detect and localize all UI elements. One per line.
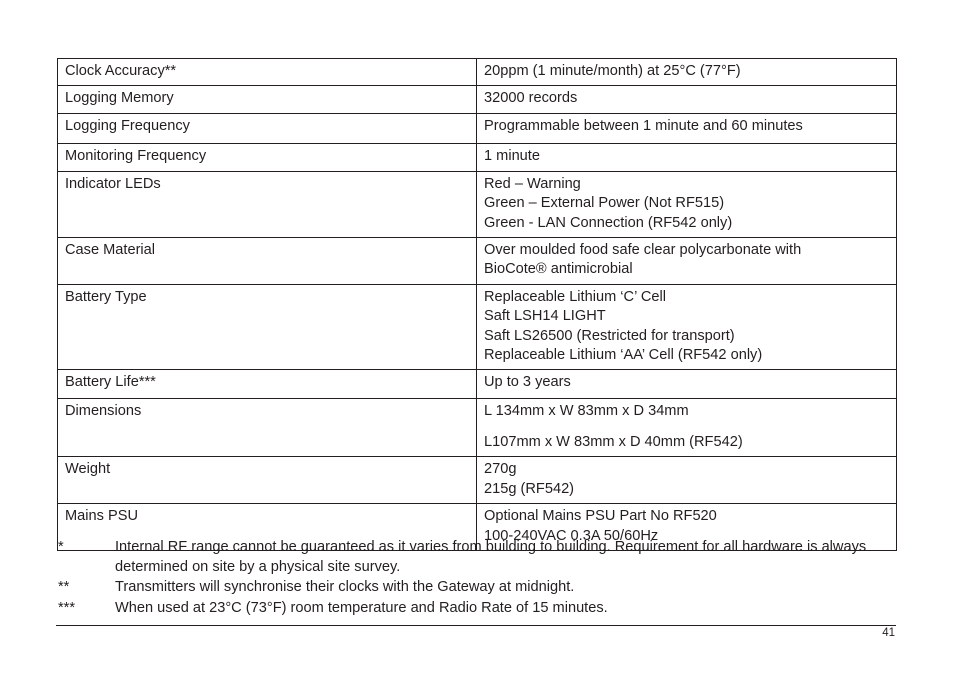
- spec-row: [58, 171, 897, 237]
- spec-value-line: 1 minute: [484, 147, 540, 164]
- spec-value: [477, 86, 897, 113]
- spec-row: [58, 86, 897, 113]
- spec-value-line: Optional Mains PSU Part No RF520: [484, 508, 717, 525]
- spec-value-line: L 134mm x W 83mm x D 34mm: [484, 403, 689, 420]
- spec-value-line: 100-240VAC 0.3A 50/60Hz: [484, 527, 659, 544]
- spec-value-line: 32000 records: [484, 90, 578, 107]
- spec-value: [477, 238, 897, 285]
- spec-value-line: BioCote® antimicrobial: [484, 261, 633, 278]
- spec-label: Logging Memory: [58, 86, 477, 113]
- spec-value-line: L107mm x W 83mm x D 40mm (RF542): [484, 433, 743, 450]
- spec-label: Mains PSU: [58, 504, 477, 551]
- footnote: [57, 578, 897, 598]
- spec-label: Dimensions: [58, 399, 477, 457]
- specifications-table-body: [58, 59, 897, 551]
- spec-value: [477, 284, 897, 370]
- spec-value: [477, 59, 897, 86]
- spec-value-line: Red – Warning: [484, 175, 581, 192]
- spec-row: [58, 143, 897, 171]
- spec-row: [58, 238, 897, 285]
- spec-value-line: 20ppm (1 minute/month) at 25°C (77°F): [484, 63, 741, 79]
- spec-value: [477, 399, 897, 457]
- specifications-table: [57, 58, 897, 551]
- spec-value-line: 215g (RF542): [484, 480, 575, 497]
- footnote-text: When used at 23°C (73°F) room temperature and Radio Rate of 15 minutes.: [115, 599, 608, 616]
- spec-label: Battery Type: [58, 284, 477, 370]
- spec-value-line: Green – External Power (Not RF515): [484, 195, 725, 212]
- spec-value-line: Saft LS26500 (Restricted for transport): [484, 327, 735, 344]
- spec-value: [477, 457, 897, 504]
- footnotes: [57, 538, 897, 619]
- spec-value-line: Replaceable Lithium ‘C’ Cell: [484, 288, 666, 305]
- footnote-mark: **: [58, 579, 70, 595]
- spec-label: Logging Frequency: [58, 113, 477, 143]
- spec-value: [477, 370, 897, 399]
- spec-row: [58, 59, 897, 86]
- spec-value-line: 270g: [484, 461, 517, 478]
- spec-value: [477, 113, 897, 143]
- page-number: 41: [882, 627, 895, 639]
- spec-label: Case Material: [58, 238, 477, 285]
- spec-value-line: Saft LSH14 LIGHT: [484, 308, 606, 325]
- footnote-mark: ***: [58, 599, 76, 616]
- footnote-text: Transmitters will synchronise their clocks with the Gateway at midnight.: [115, 579, 575, 595]
- spec-value-line: Replaceable Lithium ‘AA’ Cell (RF542 only): [484, 347, 763, 364]
- spec-label: Battery Life***: [58, 370, 477, 399]
- footnote-mark: *: [58, 539, 64, 555]
- spec-value: [477, 171, 897, 237]
- spec-value-line: Over moulded food safe clear polycarbonate with: [484, 242, 802, 259]
- footnote: [57, 599, 897, 619]
- spec-label: Weight: [58, 457, 477, 504]
- spec-label: Indicator LEDs: [58, 171, 477, 237]
- footer-rule: [56, 625, 896, 626]
- spec-row: [58, 113, 897, 143]
- spec-label: Clock Accuracy**: [58, 59, 477, 86]
- footnote: [57, 538, 897, 577]
- spec-value: [477, 143, 897, 171]
- spec-value-line: Green - LAN Connection (RF542 only): [484, 214, 733, 231]
- spec-row: [58, 457, 897, 504]
- spec-value-line: Up to 3 years: [484, 374, 571, 391]
- footnote-text: Internal RF range cannot be guaranteed as it varies from building to building. Requirement for all hardware is always determined on site by a physical site survey.: [115, 539, 867, 575]
- spec-row: [58, 284, 897, 370]
- spec-row: [58, 370, 897, 399]
- spec-row: [58, 399, 897, 457]
- spec-value-line: Programmable between 1 minute and 60 minutes: [484, 117, 803, 134]
- spec-label: Monitoring Frequency: [58, 143, 477, 171]
